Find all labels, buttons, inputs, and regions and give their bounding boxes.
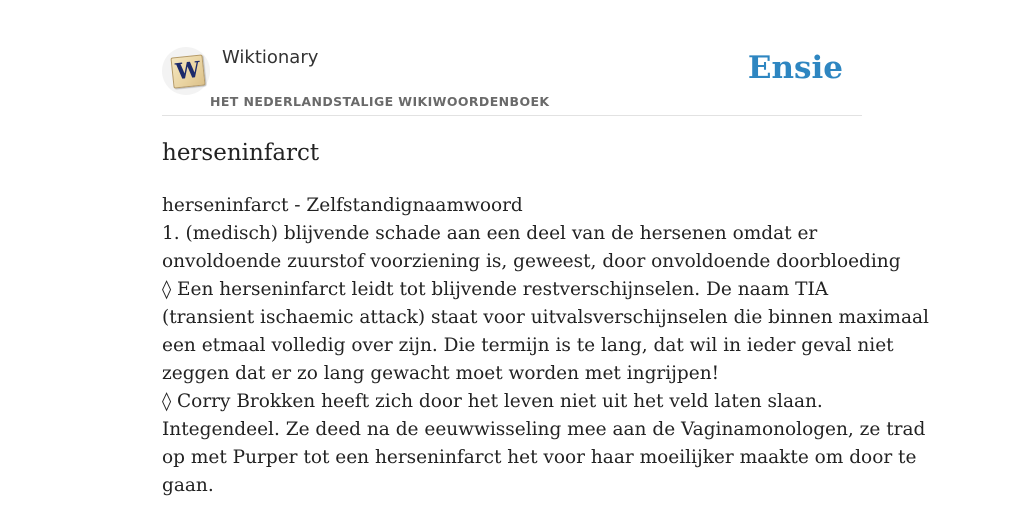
definition-line: onvoldoende zuurstof voorziening is, geweest, door onvoldoende doorbloeding: [162, 251, 901, 272]
definition-line: 1. (medisch) blijvende schade aan een deel van de hersenen omdat er: [162, 223, 818, 244]
example-line: (transient ischaemic attack) staat voor uitvalsverschijnselen die binnen maximaal: [162, 307, 929, 328]
example-line: een etmaal volledig over zijn. Die termijn is te lang, dat wil in ieder geval niet: [162, 335, 894, 356]
example-line: op met Purper tot een herseninfarct het voor haar moeilijker maakte om door te: [162, 447, 917, 468]
ensie-brand-logo[interactable]: Ensie: [747, 50, 843, 86]
entry-heading: herseninfarct - Zelfstandignaamwoord: [162, 195, 523, 216]
site-tagline: HET NEDERLANDSTALIGE WIKIWOORDENBOEK: [210, 94, 550, 109]
example-line: gaan.: [162, 475, 214, 496]
site-name[interactable]: Wiktionary: [222, 47, 319, 68]
wiktionary-logo[interactable]: [162, 47, 210, 95]
entry-content: [162, 192, 929, 500]
example-line: ◊ Corry Brokken heeft zich door het leven niet uit het veld laten slaan.: [162, 391, 823, 412]
example-line: zeggen dat er zo lang gewacht moet worden met ingrijpen!: [162, 363, 720, 384]
example-line: Integendeel. Ze deed na de eeuwwisseling mee aan de Vaginamonologen, ze trad: [162, 419, 926, 440]
wiktionary-logo-icon: W: [170, 54, 205, 88]
site-header: [162, 0, 862, 116]
example-line: ◊ Een herseninfarct leidt tot blijvende restverschijnselen. De naam TIA: [162, 279, 829, 300]
page-title: herseninfarct: [162, 140, 320, 166]
